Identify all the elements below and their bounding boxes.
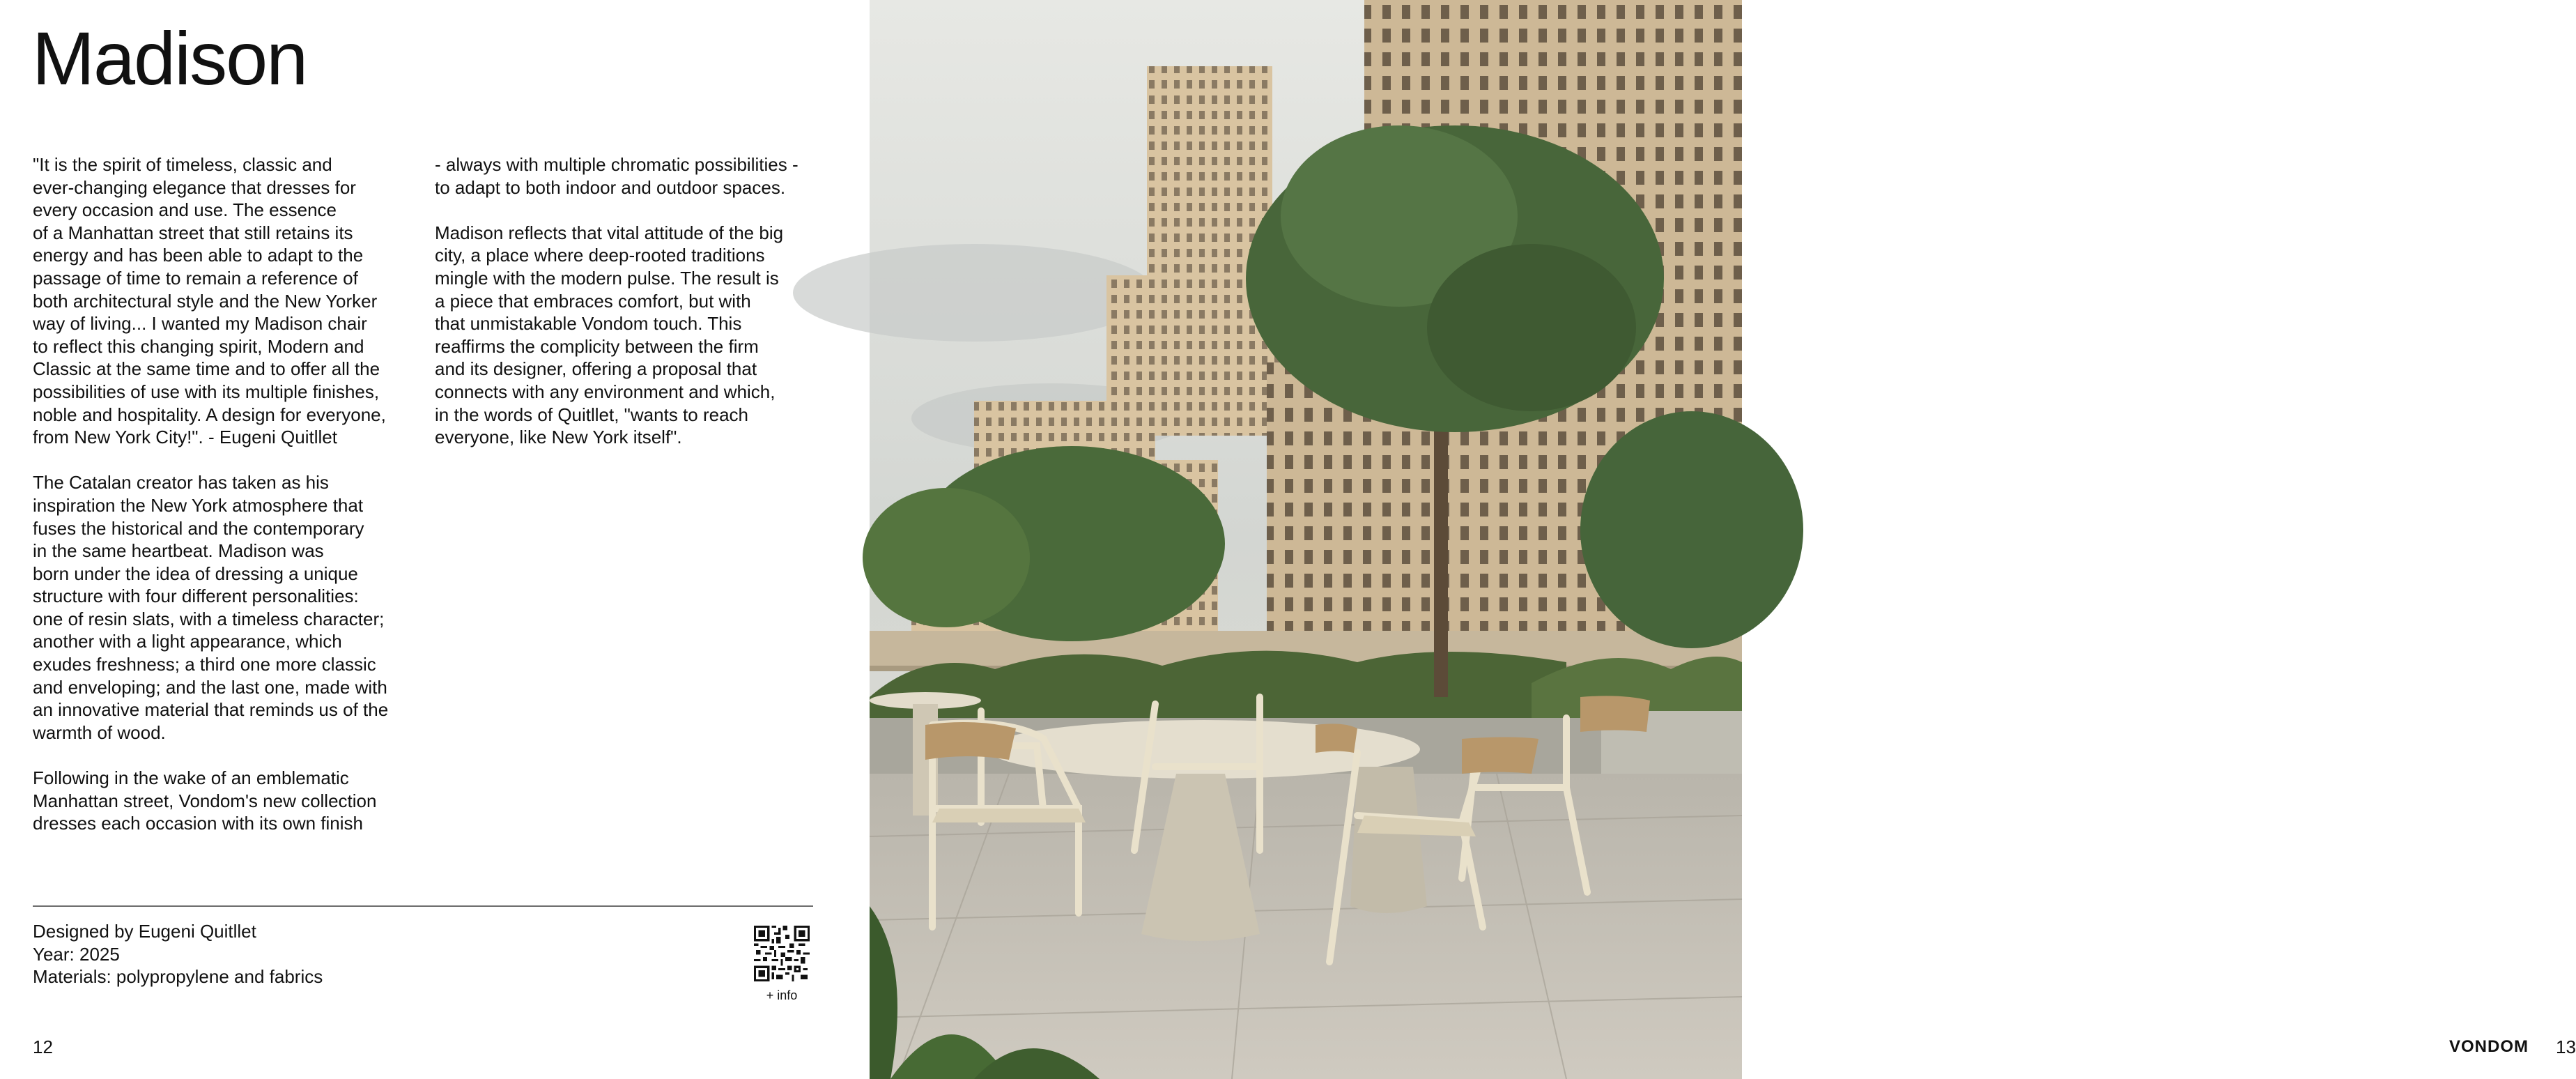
page-number-left: 12 (33, 1036, 53, 1057)
materials-line: Materials: polypropylene and fabrics (33, 966, 323, 988)
paragraph-following: Following in the wake of an emblematic Manhattan street, Vondom's new collection dresses each occasion with its own finish (33, 767, 377, 834)
brand-logo: VONDOM (2449, 1037, 2529, 1056)
paragraph-madison-reflects: Madison reflects that vital attitude of the big city, a place where deep-rooted traditions mingle with the modern pulse. The result is a piece that embraces comfort, but with that unmistakable Vondom touch. This reaffirms the complicity between the firm and its designer, offering a proposal that connects with any environment and which, in the words of Quitllet, "wants to reach everyone, like New York itself". (435, 222, 784, 448)
divider (33, 905, 813, 907)
paragraph-quote: "It is the spirit of timeless, classic and ever-changing elegance that dresses for every occasion and use. The essence of a Manhattan street that still retains its energy and has been able to adapt to the passage of time to remain a reference of both architectural style and the New Yorker way of living... I wanted my Madison chair to reflect this changing spirit, Modern and Classic at the same time and to offer all the possibilities of use with its multiple finishes, noble and hospitality. A design for everyone, from New York City!". - Eugeni Quitllet (33, 154, 386, 448)
left-page (0, 0, 870, 1079)
designer-line: Designed by Eugeni Quitllet (33, 921, 256, 942)
text-column-2 (435, 153, 853, 471)
credits (33, 920, 323, 988)
page-title: Madison (32, 16, 307, 100)
page-number-right: 13 (2556, 1036, 2576, 1057)
text-column-1 (33, 153, 444, 857)
hero-photo (870, 0, 2576, 1079)
more-info-link[interactable]: + info (766, 988, 798, 1002)
qr-code-icon[interactable] (754, 926, 810, 981)
rooftop-terrace-illustration (870, 0, 1742, 1079)
year-line: Year: 2025 (33, 943, 120, 965)
paragraph-chromatic: - always with multiple chromatic possibilities - to adapt to both indoor and outdoor spaces. (435, 154, 799, 198)
paragraph-catalan-creator: The Catalan creator has taken as his inspiration the New York atmosphere that fuses the historical and the contemporary in the same heartbeat. Madison was born under the idea of dressing a unique structure with four different personalities: one of resin slats, with a timeless character; another with a light appearance, which exudes freshness; a third one more classic and enveloping; and the last one, made with an innovative material that reminds us of the warmth of wood. (33, 472, 389, 743)
